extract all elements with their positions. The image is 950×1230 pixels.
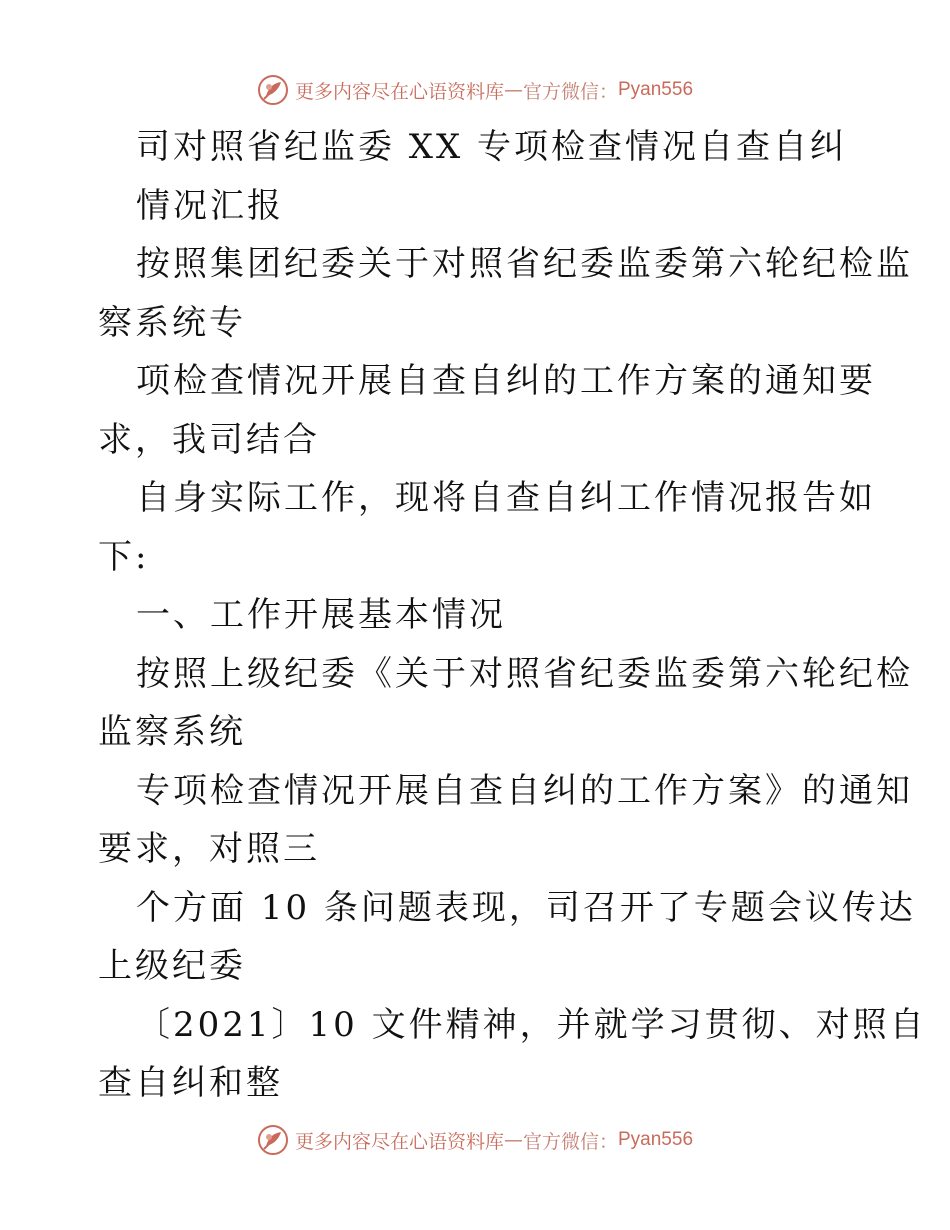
watermark-handle: Pyan556	[618, 1129, 694, 1150]
watermark-footer	[0, 1122, 950, 1158]
document-line: 专项检查情况开展自查自纠的工作方案》的通知	[136, 770, 913, 811]
watermark-suffix: 官方微信：	[522, 1130, 618, 1153]
watermark-handle: Pyan556	[618, 79, 694, 100]
watermark-brand: 更多内容尽在心语资料库	[294, 1130, 504, 1153]
flower-pen-icon	[257, 1124, 289, 1156]
watermark-header	[0, 72, 950, 108]
watermark-suffix: 官方微信：	[522, 80, 618, 103]
document-line: 上级纪委	[98, 946, 246, 986]
document-line: 自身实际工作，现将自查自纠工作情况报告如	[136, 478, 876, 518]
section-heading: 一、工作开展基本情况	[136, 595, 506, 635]
document-line: 下:	[98, 536, 150, 577]
document-line: 按照上级纪委《关于对照省纪委监委第六轮纪检	[136, 653, 913, 694]
document-line: 司对照省纪监委 XX 专项检查情况自查自纠	[136, 127, 848, 167]
watermark-separator: —	[503, 1129, 523, 1151]
document-line: 情况汇报	[136, 185, 284, 226]
document-line: 按照集团纪委关于对照省纪委监委第六轮纪检监	[136, 244, 913, 284]
watermark-brand: 更多内容尽在心语资料库	[294, 80, 504, 103]
document-line: 要求，对照三	[98, 829, 320, 869]
document-line: 察系统专	[98, 302, 246, 343]
watermark-separator: —	[503, 79, 523, 101]
document-body	[98, 118, 927, 1113]
document-line: 查自纠和整	[98, 1063, 283, 1103]
document-line: 〔2021〕10 文件精神，并就学习贯彻、对照自	[136, 1004, 927, 1045]
flower-pen-icon	[257, 74, 289, 106]
document-line: 监察系统	[98, 712, 246, 752]
document-line: 个方面 10 条问题表现，司召开了专题会议传达	[136, 887, 916, 928]
document-line: 求，我司结合	[98, 419, 320, 460]
document-line: 项检查情况开展自查自纠的工作方案的通知要	[136, 361, 876, 401]
